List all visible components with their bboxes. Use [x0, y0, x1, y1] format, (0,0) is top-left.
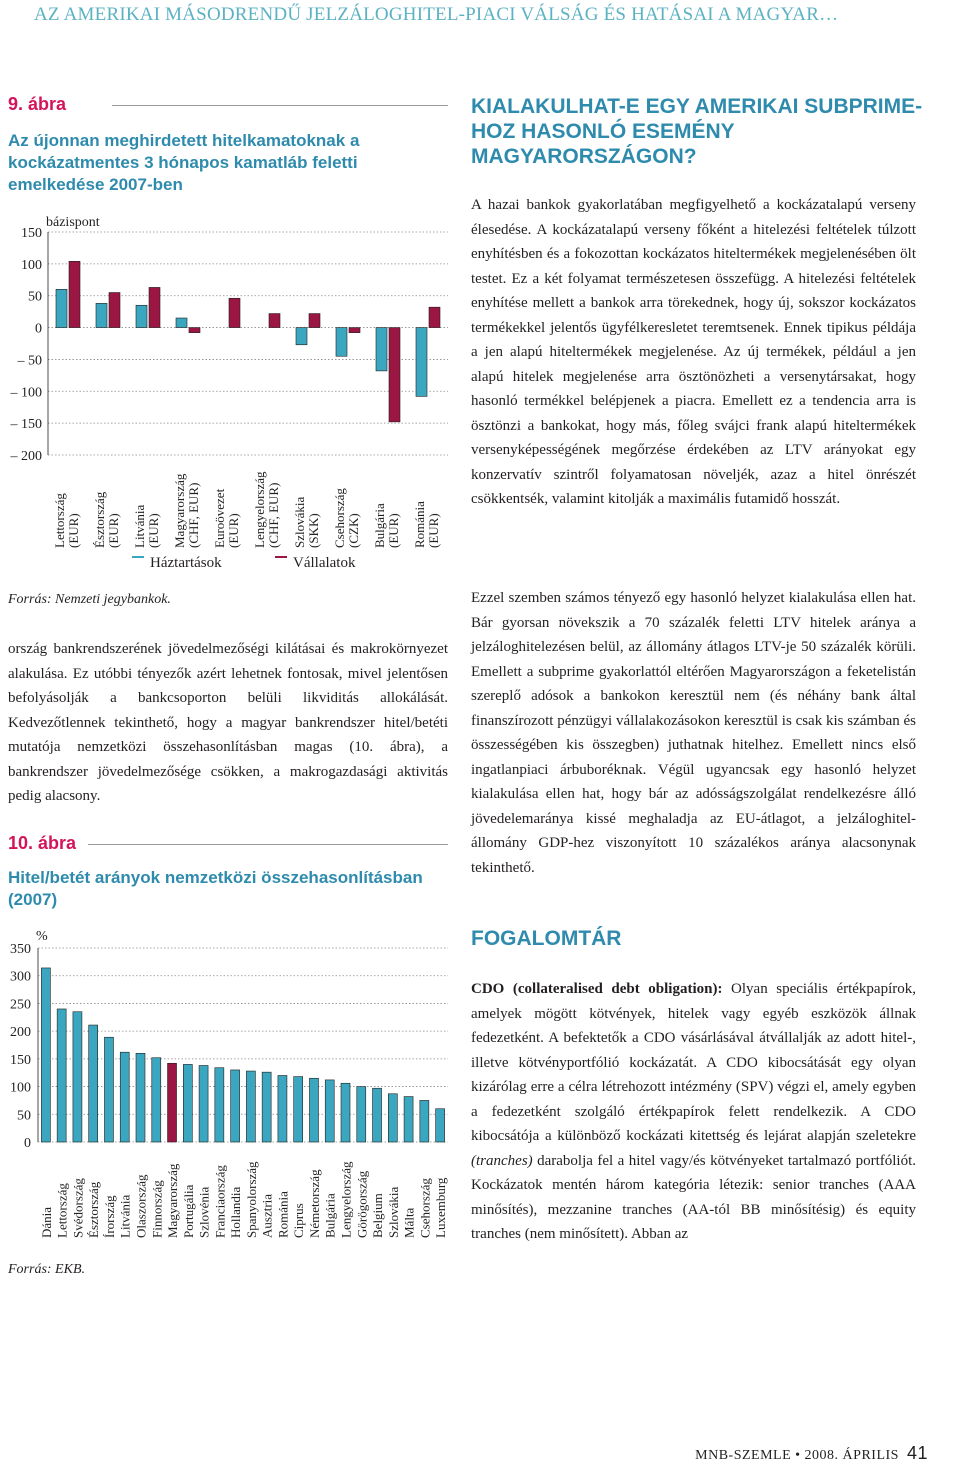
y-tick-label: – 50	[17, 353, 42, 369]
bar	[215, 1068, 224, 1142]
bar-vallalatok	[389, 328, 400, 422]
glossary-text-2: darabolja fel a hitel vagy/és kötvényeket tartalmazó portfóliót. Kockázatok mentén három kategória létezik: senior tranches (AAA minősítés), mezzanine tranches (AA-tól BB minősítésig) és equity tranches (nem minősített). Abban az	[471, 1152, 916, 1242]
x-tick-label	[86, 1181, 101, 1238]
x-tick-label-country: Románia	[275, 1191, 291, 1238]
bar	[136, 1053, 145, 1142]
y-tick-label: 300	[10, 969, 31, 985]
glossary-italic-term: (tranches)	[471, 1152, 533, 1169]
bar	[199, 1066, 208, 1142]
bar-vallalatok	[309, 314, 320, 328]
y-tick-label: 50	[28, 289, 42, 305]
bar	[373, 1088, 382, 1142]
x-tick-label-country: Bulgária	[372, 503, 387, 548]
x-tick-label-country: Dánia	[38, 1206, 54, 1238]
x-tick-label-currency: (CZK)	[346, 513, 361, 548]
bar-vallalatok	[269, 314, 280, 328]
x-tick-label	[118, 1194, 133, 1238]
x-tick-label-country: Németország	[306, 1169, 322, 1238]
running-header: AZ AMERIKAI MÁSODRENDŰ JELZÁLOGHITEL-PIACI VÁLSÁG ÉS HATÁSAI A MAGYAR…	[34, 4, 839, 25]
x-tick-label-currency: (SKK)	[306, 513, 321, 548]
legend-swatch	[132, 556, 144, 558]
bar	[388, 1094, 397, 1142]
y-axis-unit: bázispont	[46, 215, 100, 230]
x-tick-label-country: Csehország	[332, 488, 347, 548]
x-tick-label	[386, 1187, 401, 1238]
bar-vallalatok	[69, 261, 80, 327]
figure-9-svg	[0, 210, 460, 582]
x-tick-label	[433, 1177, 448, 1238]
bar	[294, 1077, 303, 1142]
bar-haztartasok	[176, 318, 187, 328]
x-tick-label	[370, 1193, 385, 1238]
x-tick-label	[181, 1184, 196, 1238]
section-heading-glossary: FOGALOMTÁR	[471, 927, 622, 950]
y-tick-label: 0	[35, 321, 42, 337]
legend-label: Vállalatok	[293, 555, 356, 571]
y-tick-label: 100	[21, 257, 42, 273]
x-tick-label	[172, 473, 201, 548]
bar	[152, 1058, 161, 1142]
x-tick-label-country: Észtország	[92, 491, 107, 548]
y-tick-label: 150	[21, 226, 42, 241]
legend-label: Háztartások	[150, 555, 222, 571]
x-tick-label	[417, 1178, 432, 1238]
bar-haztartasok	[296, 328, 307, 345]
x-tick-label	[291, 1203, 306, 1238]
x-tick-label	[134, 1174, 149, 1238]
y-tick-label: 0	[24, 1136, 31, 1151]
right-paragraph-1: A hazai bankok gyakorlatában megfigyelhető a kockázatalapú verseny élesedése. A kockázatalapú verseny főként a hitelezési feltételek túlzott enyhítésben és a fokozottan kockázatos hiteltermékek megjelenésében ölt testet. Ez a két folyamat természetesen összefügg. A hitelezési feltételek enyhítése mellett a bankok arra törekednek, hogy új, sokszor kockázatos termékekkel jelentős ügyfélkeresletet teremtsenek. Ennek tipikus példája a jen alapú hiteltermékek megjelenése. Az új termékek, például a jen alapú hitelek megjelenése arra ösztönözheti a versenytársakat, hogy hasonló termékkel belépjenek a piacra. Emellett ez a tendencia arra is ösztönzi a bankokat, hogy más, főleg svájci frank alapú hiteltermékek versenyképességének megőrzése érdekében az LTV arányokat egy konzervatív szintről folyamatosan növeljék, azaz a hitel önrészét csökkentsék, valamint kitolják a maximális futamidő hosszát.	[471, 197, 916, 507]
figure-9-title: Az újonnan meghirdetett hitelkamatoknak a kockázatmentes 3 hónapos kamatláb feletti emelkedése 2007-ben	[8, 131, 360, 194]
figure-10-chart	[0, 922, 460, 1267]
x-tick-label-country: Portugália	[180, 1184, 196, 1238]
bar	[325, 1080, 334, 1142]
figure-10-svg	[0, 922, 460, 1262]
bar	[89, 1025, 98, 1142]
bar	[404, 1097, 413, 1142]
x-tick-label-country: Lettország	[52, 493, 67, 548]
y-tick-label: – 100	[10, 385, 42, 401]
bar-vallalatok	[229, 298, 240, 327]
figure-9-chart	[0, 210, 460, 587]
bar-haztartasok	[336, 328, 347, 357]
x-tick-label-country: Szlovákia	[292, 496, 307, 548]
bar	[120, 1052, 129, 1142]
bar	[420, 1100, 429, 1142]
x-tick-label	[197, 1187, 212, 1238]
x-tick-label-country: Magyarország	[165, 1163, 181, 1238]
glossary-text-1: Olyan speciális értékpapírok, amelyek mögött kötvények, hitelek vagy egyéb eszközök állnak fedezetként. A befektetők a CDO vásárlásával átvállalják az adott hitel-, illetve kötvényportfólió kockázatát. A CDO kibocsátását egy olyan kizárólag erre a célra létrehozott intézmény (SPV) végzi el, amely egyben a fedezetként szolgáló értékpapírok felett rendelkezik. A CDO kibocsátója a különböző kockázati kitettség és lejárat alapján szeletekre	[471, 981, 916, 1144]
x-tick-label	[55, 1183, 70, 1238]
legend-swatch	[275, 556, 287, 558]
x-tick-label-country: Lengyelország	[338, 1161, 354, 1238]
bar	[436, 1109, 445, 1142]
x-tick-label-country: Szlovénia	[196, 1186, 212, 1238]
y-tick-label: 350	[10, 942, 31, 957]
x-tick-label-country: Görögország	[354, 1170, 370, 1238]
page-footer	[695, 1443, 928, 1464]
x-tick-label-currency: (EUR)	[386, 513, 401, 548]
x-tick-label	[149, 1180, 164, 1238]
x-tick-label	[39, 1207, 54, 1238]
x-tick-label	[52, 493, 81, 548]
glossary-term: CDO (collateralised debt obligation):	[471, 981, 723, 997]
bar	[41, 968, 50, 1142]
y-tick-label: 250	[10, 997, 31, 1013]
figure-10-source: Forrás: EKB.	[8, 1262, 85, 1277]
bar	[357, 1087, 366, 1142]
bar	[231, 1070, 240, 1142]
x-tick-label-country: Magyarország	[172, 473, 187, 548]
glossary-entry-cdo	[471, 977, 916, 1247]
x-tick-label-currency: (EUR)	[66, 513, 81, 548]
y-tick-label: 100	[10, 1080, 31, 1096]
x-tick-label-currency: (EUR)	[426, 513, 441, 548]
bar-haztartasok	[416, 328, 427, 397]
y-tick-label: 150	[10, 1052, 31, 1068]
x-tick-label-country: Csehország	[417, 1178, 433, 1238]
x-tick-label	[323, 1193, 338, 1238]
x-tick-label-currency: (CHF, EUR)	[186, 482, 201, 548]
x-tick-label-country: Finnország	[149, 1180, 165, 1238]
x-tick-label	[372, 503, 401, 548]
x-tick-label	[402, 1207, 417, 1238]
x-tick-label	[307, 1169, 322, 1238]
bar-vallalatok	[149, 287, 160, 327]
x-tick-label-country: Szlovákia	[385, 1186, 401, 1238]
bar	[183, 1064, 192, 1142]
x-tick-label	[332, 488, 361, 548]
figure-9-source: Forrás: Nemzeti jegybankok.	[8, 592, 171, 607]
x-tick-label-country: Euroövezet	[212, 488, 227, 548]
page-number: 41	[906, 1443, 928, 1463]
x-tick-label	[102, 1195, 117, 1238]
x-tick-label-country: Málta	[401, 1207, 417, 1238]
x-tick-label-currency: (EUR)	[226, 513, 241, 548]
x-tick-label	[212, 1165, 227, 1238]
x-tick-label	[70, 1178, 85, 1238]
x-tick-label	[165, 1163, 180, 1238]
y-axis-unit: %	[36, 929, 48, 944]
y-tick-label: – 200	[10, 449, 42, 464]
x-tick-label-country: Lettország	[54, 1183, 70, 1238]
y-tick-label: – 150	[10, 417, 42, 433]
x-tick-label-country: Litvánia	[132, 504, 147, 548]
x-tick-label-country: Lengyelország	[252, 471, 267, 548]
section-heading-subprime: KIALAKULHAT-E EGY AMERIKAI SUBPRIME-HOZ HASONLÓ ESEMÉNY MAGYARORSZÁGON?	[471, 95, 923, 168]
x-tick-label-currency: (EUR)	[146, 513, 161, 548]
x-tick-label-country: Litvánia	[117, 1194, 133, 1238]
journal-name: MNB-SZEMLE • 2008. ÁPRILIS	[695, 1448, 899, 1463]
x-tick-label	[252, 471, 281, 548]
bar	[246, 1071, 255, 1142]
x-tick-label	[412, 501, 441, 548]
x-tick-label	[92, 491, 121, 548]
x-tick-label-country: Hollandia	[228, 1186, 244, 1238]
bar	[278, 1075, 287, 1142]
x-tick-label	[275, 1191, 290, 1238]
x-tick-label-country: Ciprus	[291, 1203, 307, 1238]
bar	[309, 1078, 318, 1142]
x-tick-label-country: Belgium	[370, 1193, 386, 1238]
x-tick-label-country: Bulgária	[322, 1193, 338, 1238]
x-tick-label	[244, 1161, 259, 1238]
x-tick-label-currency: (EUR)	[106, 513, 121, 548]
bar	[104, 1037, 113, 1142]
x-tick-label-country: Luxemburg	[433, 1177, 449, 1238]
bar	[341, 1083, 350, 1142]
bar-vallalatok	[189, 328, 200, 333]
x-tick-label-country: Olaszország	[133, 1174, 149, 1238]
bar	[73, 1012, 82, 1142]
x-tick-label-country: Észtország	[86, 1181, 102, 1238]
bar-haztartasok	[96, 303, 107, 327]
bar-haztartasok	[376, 328, 387, 371]
x-tick-label	[354, 1170, 369, 1238]
figure-9-label: 9. ábra	[8, 94, 67, 114]
x-tick-label-country: Ausztria	[259, 1193, 275, 1238]
bar-vallalatok	[429, 307, 440, 327]
bar	[262, 1072, 271, 1142]
bar-haztartasok	[56, 289, 67, 327]
bar	[168, 1063, 177, 1142]
x-tick-label	[132, 504, 161, 548]
x-tick-label	[228, 1187, 243, 1238]
x-tick-label-country: Románia	[412, 501, 427, 548]
x-tick-label-country: Svédország	[70, 1178, 86, 1238]
x-tick-label	[292, 497, 321, 548]
y-tick-label: 50	[17, 1108, 31, 1124]
x-tick-label-currency: (CHF, EUR)	[266, 482, 281, 548]
x-tick-label	[339, 1161, 354, 1238]
bar-vallalatok	[349, 328, 360, 333]
bar	[57, 1009, 66, 1142]
figure-10-title: Hitel/betét arányok nemzetközi összehasonlításban (2007)	[8, 868, 423, 909]
bar-vallalatok	[109, 293, 120, 328]
x-tick-label-country: Írország	[101, 1195, 117, 1238]
bar-haztartasok	[136, 305, 147, 327]
x-tick-label	[212, 488, 241, 548]
left-body-paragraph: ország bankrendszerének jövedelmezőségi kilátásai és makrokörnyezet alakulása. Ez utóbbi tényezők azért lehetnek fontosak, mivel jelentősen befolyásolják a bankcsoporton belüli likviditás allokálását. Kedvezőtlennek tekinthető, hogy a magyar bankrendszer hitel/betéti mutatója nemzetközi összehasonlításban magas (10. ábra), a bankrendszer jövedelmezősége csökken, a makrogazdasági aktivitás pedig alacsony.	[8, 641, 448, 804]
y-tick-label: 200	[10, 1025, 31, 1041]
figure-10-label: 10. ábra	[8, 833, 77, 853]
x-tick-label-country: Spanyolország	[243, 1161, 259, 1238]
figure-10-rule	[88, 844, 448, 845]
figure-9-rule	[112, 105, 448, 106]
x-tick-label-country: Franciaország	[212, 1165, 228, 1238]
right-paragraph-2: Ezzel szemben számos tényező egy hasonló helyzet kialakulása ellen hat. Bár gyorsan növekszik a 70 százalék feletti LTV hitelek aránya a jelzáloghitelezésen belül, az állomány átlagos LTV-je 50 százalék körüli. Emellett a subprime gyakorlattól eltérően Magyarországon a feketelistán szereplő adósok a bankokon keresztül nem (és néhány bank által finanszírozott pénzügyi vállalakozásokon keresztül is csak kis számban és összességében kis összegben) juthatnak hitelhez. Emellett nincs első ingatlanpiaci árbuboréknak. Végül ugyancsak egy hasonló helyzet kialakulása ellen hat, hogy bár az adósságszolgálat rendelkezésre álló jövedelemaránya kissé meghaladja az EU-átlagot, a jelzáloghitel-állomány GDP-hez viszonyított 10 százalékos aránya alacsonynak tekinthető.	[471, 590, 916, 876]
x-tick-label	[260, 1194, 275, 1238]
